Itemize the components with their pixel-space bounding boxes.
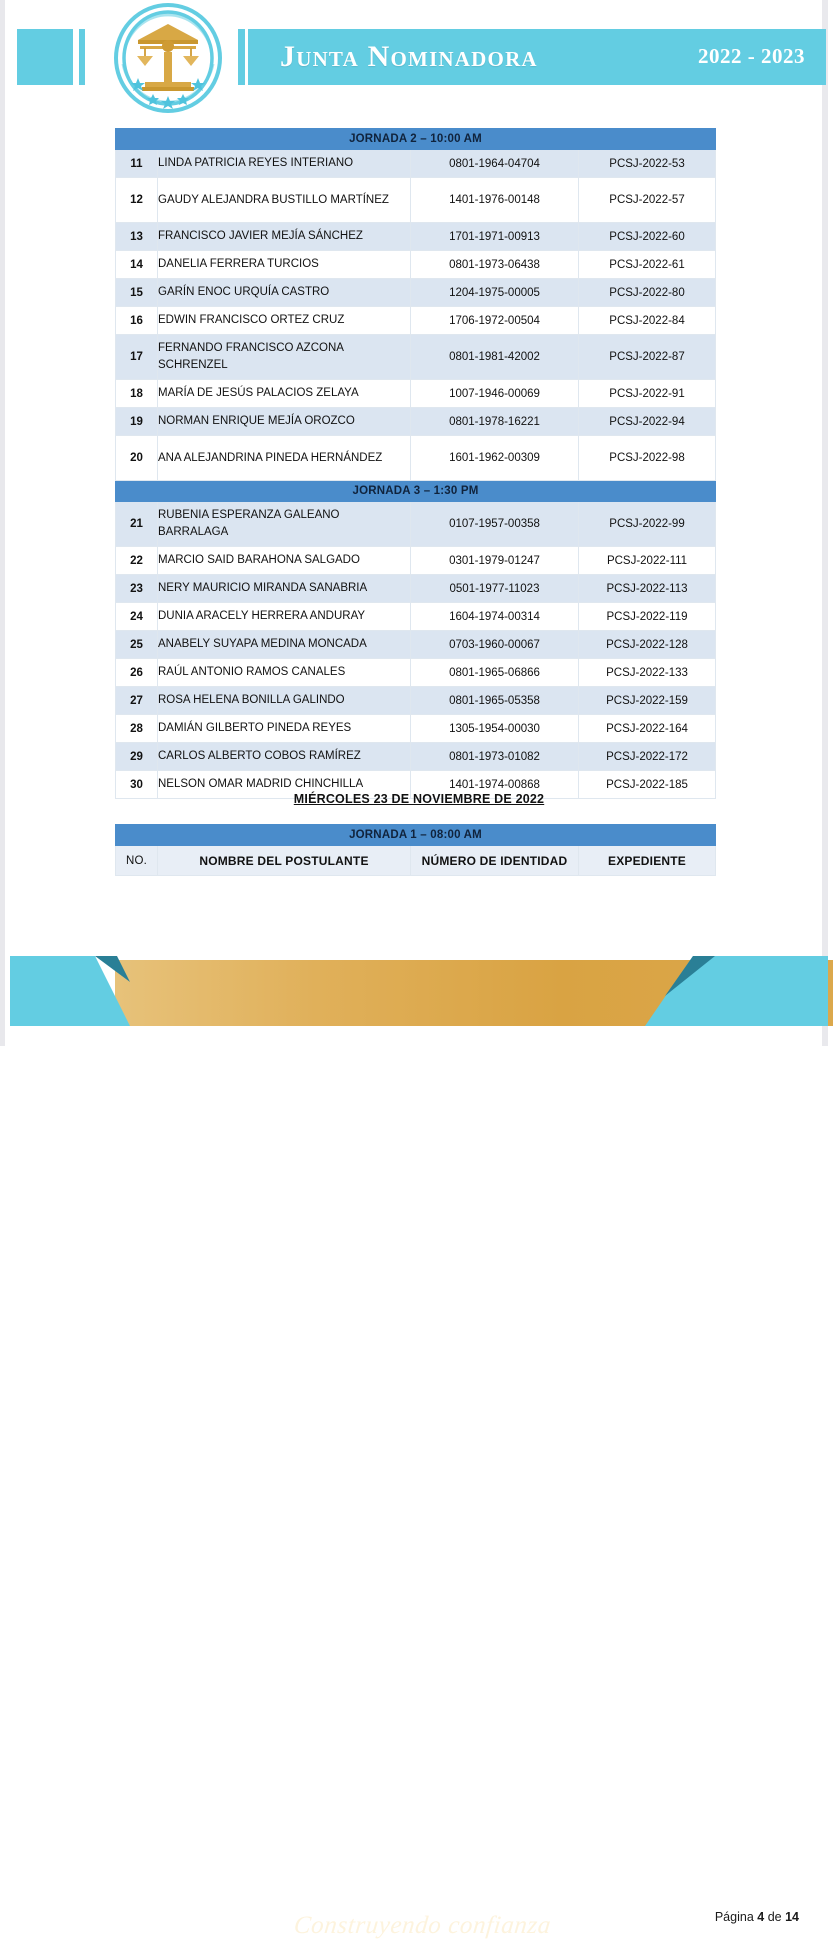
page-number xyxy=(715,1910,799,1924)
row-number: 20 xyxy=(116,436,158,481)
row-number: 12 xyxy=(116,178,158,223)
row-candidate-name: FERNANDO FRANCISCO AZCONA SCHRENZEL xyxy=(158,335,411,380)
row-expediente: PCSJ-2022-99 xyxy=(579,502,716,547)
row-expediente: PCSJ-2022-84 xyxy=(579,307,716,335)
row-expediente: PCSJ-2022-94 xyxy=(579,408,716,436)
date-subtitle: MIÉRCOLES 23 DE NOVIEMBRE DE 2022 xyxy=(293,792,545,806)
row-candidate-name: RUBENIA ESPERANZA GALEANO BARRALAGA xyxy=(158,502,411,547)
row-identity-number: 0801-1965-06866 xyxy=(411,659,579,687)
row-identity-number: 1604-1974-00314 xyxy=(411,603,579,631)
table-row xyxy=(116,178,716,223)
row-candidate-name: NERY MAURICIO MIRANDA SANABRIA xyxy=(158,575,411,603)
row-candidate-name: ROSA HELENA BONILLA GALINDO xyxy=(158,687,411,715)
row-number: 30 xyxy=(116,771,158,799)
row-candidate-name: DAMIÁN GILBERTO PINEDA REYES xyxy=(158,715,411,743)
table-row xyxy=(116,687,716,715)
table-row xyxy=(116,150,716,178)
row-identity-number: 0801-1964-04704 xyxy=(411,150,579,178)
page-footer xyxy=(5,930,833,1939)
row-candidate-name: CARLOS ALBERTO COBOS RAMÍREZ xyxy=(158,743,411,771)
row-expediente: PCSJ-2022-60 xyxy=(579,223,716,251)
row-identity-number: 0801-1978-16221 xyxy=(411,408,579,436)
row-number: 11 xyxy=(116,150,158,178)
table-row xyxy=(116,631,716,659)
row-identity-number: 1204-1975-00005 xyxy=(411,279,579,307)
row-identity-number: 1007-1946-00069 xyxy=(411,380,579,408)
row-candidate-name: ANABELY SUYAPA MEDINA MONCADA xyxy=(158,631,411,659)
row-expediente: PCSJ-2022-128 xyxy=(579,631,716,659)
row-expediente: PCSJ-2022-185 xyxy=(579,771,716,799)
page-current: 4 xyxy=(757,1910,765,1924)
column-header-name: NOMBRE DEL POSTULANTE xyxy=(158,846,411,876)
row-number: 23 xyxy=(116,575,158,603)
row-number: 29 xyxy=(116,743,158,771)
table-row xyxy=(116,575,716,603)
column-header-expediente: EXPEDIENTE xyxy=(579,846,716,876)
row-identity-number: 1401-1974-00868 xyxy=(411,771,579,799)
header-accent-block-left xyxy=(17,29,73,85)
row-number: 26 xyxy=(116,659,158,687)
postulantes-table-top xyxy=(115,128,716,799)
row-candidate-name: MARCIO SAID BARAHONA SALGADO xyxy=(158,547,411,575)
table-row xyxy=(116,335,716,380)
row-number: 22 xyxy=(116,547,158,575)
table-row xyxy=(116,502,716,547)
table-row xyxy=(116,715,716,743)
row-candidate-name: LINDA PATRICIA REYES INTERIANO xyxy=(158,150,411,178)
row-number: 17 xyxy=(116,335,158,380)
row-number: 25 xyxy=(116,631,158,659)
row-identity-number: 0801-1981-42002 xyxy=(411,335,579,380)
row-candidate-name: NORMAN ENRIQUE MEJÍA OROZCO xyxy=(158,408,411,436)
row-number: 24 xyxy=(116,603,158,631)
table-row xyxy=(116,659,716,687)
row-expediente: PCSJ-2022-159 xyxy=(579,687,716,715)
jornada-label: JORNADA 2 – 10:00 AM xyxy=(116,129,716,150)
page-label-prefix: Página xyxy=(714,1910,754,1924)
table-row xyxy=(116,436,716,481)
header-years: 2022 - 2023 xyxy=(698,44,805,68)
row-expediente: PCSJ-2022-164 xyxy=(579,715,716,743)
table-section-header-row xyxy=(116,481,716,502)
header-accent-bar-thin-left xyxy=(79,29,85,85)
row-expediente: PCSJ-2022-172 xyxy=(579,743,716,771)
row-expediente: PCSJ-2022-80 xyxy=(579,279,716,307)
table-section-header-row xyxy=(116,129,716,150)
row-identity-number: 1601-1962-00309 xyxy=(411,436,579,481)
row-expediente: PCSJ-2022-57 xyxy=(579,178,716,223)
row-candidate-name: ANA ALEJANDRINA PINEDA HERNÁNDEZ xyxy=(158,436,411,481)
row-expediente: PCSJ-2022-133 xyxy=(579,659,716,687)
row-number: 18 xyxy=(116,380,158,408)
table-column-header-row xyxy=(116,846,716,876)
row-candidate-name: MARÍA DE JESÚS PALACIOS ZELAYA xyxy=(158,380,411,408)
row-identity-number: 0801-1973-06438 xyxy=(411,251,579,279)
row-candidate-name: DANELIA FERRERA TURCIOS xyxy=(158,251,411,279)
jornada-label: JORNADA 1 – 08:00 AM xyxy=(116,825,716,846)
row-identity-number: 0703-1960-00067 xyxy=(411,631,579,659)
row-expediente: PCSJ-2022-113 xyxy=(579,575,716,603)
postulantes-table-bottom xyxy=(115,824,716,876)
table-row xyxy=(116,251,716,279)
row-number: 28 xyxy=(116,715,158,743)
row-expediente: PCSJ-2022-87 xyxy=(579,335,716,380)
table-row xyxy=(116,380,716,408)
row-number: 21 xyxy=(116,502,158,547)
row-expediente: PCSJ-2022-53 xyxy=(579,150,716,178)
row-candidate-name: DUNIA ARACELY HERRERA ANDURAY xyxy=(158,603,411,631)
page-header xyxy=(5,0,833,120)
page-label-middle: de xyxy=(767,1910,782,1924)
row-identity-number: 0107-1957-00358 xyxy=(411,502,579,547)
row-number: 27 xyxy=(116,687,158,715)
row-candidate-name: NELSON OMAR MADRID CHINCHILLA xyxy=(158,771,411,799)
row-identity-number: 1401-1976-00148 xyxy=(411,178,579,223)
table-row xyxy=(116,408,716,436)
row-number: 15 xyxy=(116,279,158,307)
row-candidate-name: GARÍN ENOC URQUÍA CASTRO xyxy=(158,279,411,307)
scales-of-justice-seal-icon xyxy=(109,2,227,114)
header-accent-bar-thin-right xyxy=(238,29,245,85)
row-expediente: PCSJ-2022-111 xyxy=(579,547,716,575)
row-candidate-name: FRANCISCO JAVIER MEJÍA SÁNCHEZ xyxy=(158,223,411,251)
footer-slogan: Construyendo confianza xyxy=(292,1912,553,1939)
row-identity-number: 0801-1973-01082 xyxy=(411,743,579,771)
row-candidate-name: EDWIN FRANCISCO ORTEZ CRUZ xyxy=(158,307,411,335)
row-identity-number: 1701-1971-00913 xyxy=(411,223,579,251)
row-candidate-name: GAUDY ALEJANDRA BUSTILLO MARTÍNEZ xyxy=(158,178,411,223)
row-expediente: PCSJ-2022-91 xyxy=(579,380,716,408)
column-header-no: NO. xyxy=(116,846,158,876)
page-title: Junta Nominadora xyxy=(280,40,538,73)
table-row xyxy=(116,223,716,251)
table-row xyxy=(116,603,716,631)
table-row xyxy=(116,307,716,335)
row-number: 16 xyxy=(116,307,158,335)
page-total: 14 xyxy=(785,1910,799,1924)
row-number: 13 xyxy=(116,223,158,251)
row-candidate-name: RAÚL ANTONIO RAMOS CANALES xyxy=(158,659,411,687)
table-row xyxy=(116,547,716,575)
row-expediente: PCSJ-2022-98 xyxy=(579,436,716,481)
column-header-identity: NÚMERO DE IDENTIDAD xyxy=(411,846,579,876)
row-number: 19 xyxy=(116,408,158,436)
row-identity-number: 0501-1977-11023 xyxy=(411,575,579,603)
row-identity-number: 0801-1965-05358 xyxy=(411,687,579,715)
row-identity-number: 1305-1954-00030 xyxy=(411,715,579,743)
table-row xyxy=(116,279,716,307)
jornada-label: JORNADA 3 – 1:30 PM xyxy=(116,481,716,502)
row-expediente: PCSJ-2022-119 xyxy=(579,603,716,631)
table-section-header-row xyxy=(116,825,716,846)
row-number: 14 xyxy=(116,251,158,279)
table-row xyxy=(116,743,716,771)
row-identity-number: 0301-1979-01247 xyxy=(411,547,579,575)
row-identity-number: 1706-1972-00504 xyxy=(411,307,579,335)
row-expediente: PCSJ-2022-61 xyxy=(579,251,716,279)
